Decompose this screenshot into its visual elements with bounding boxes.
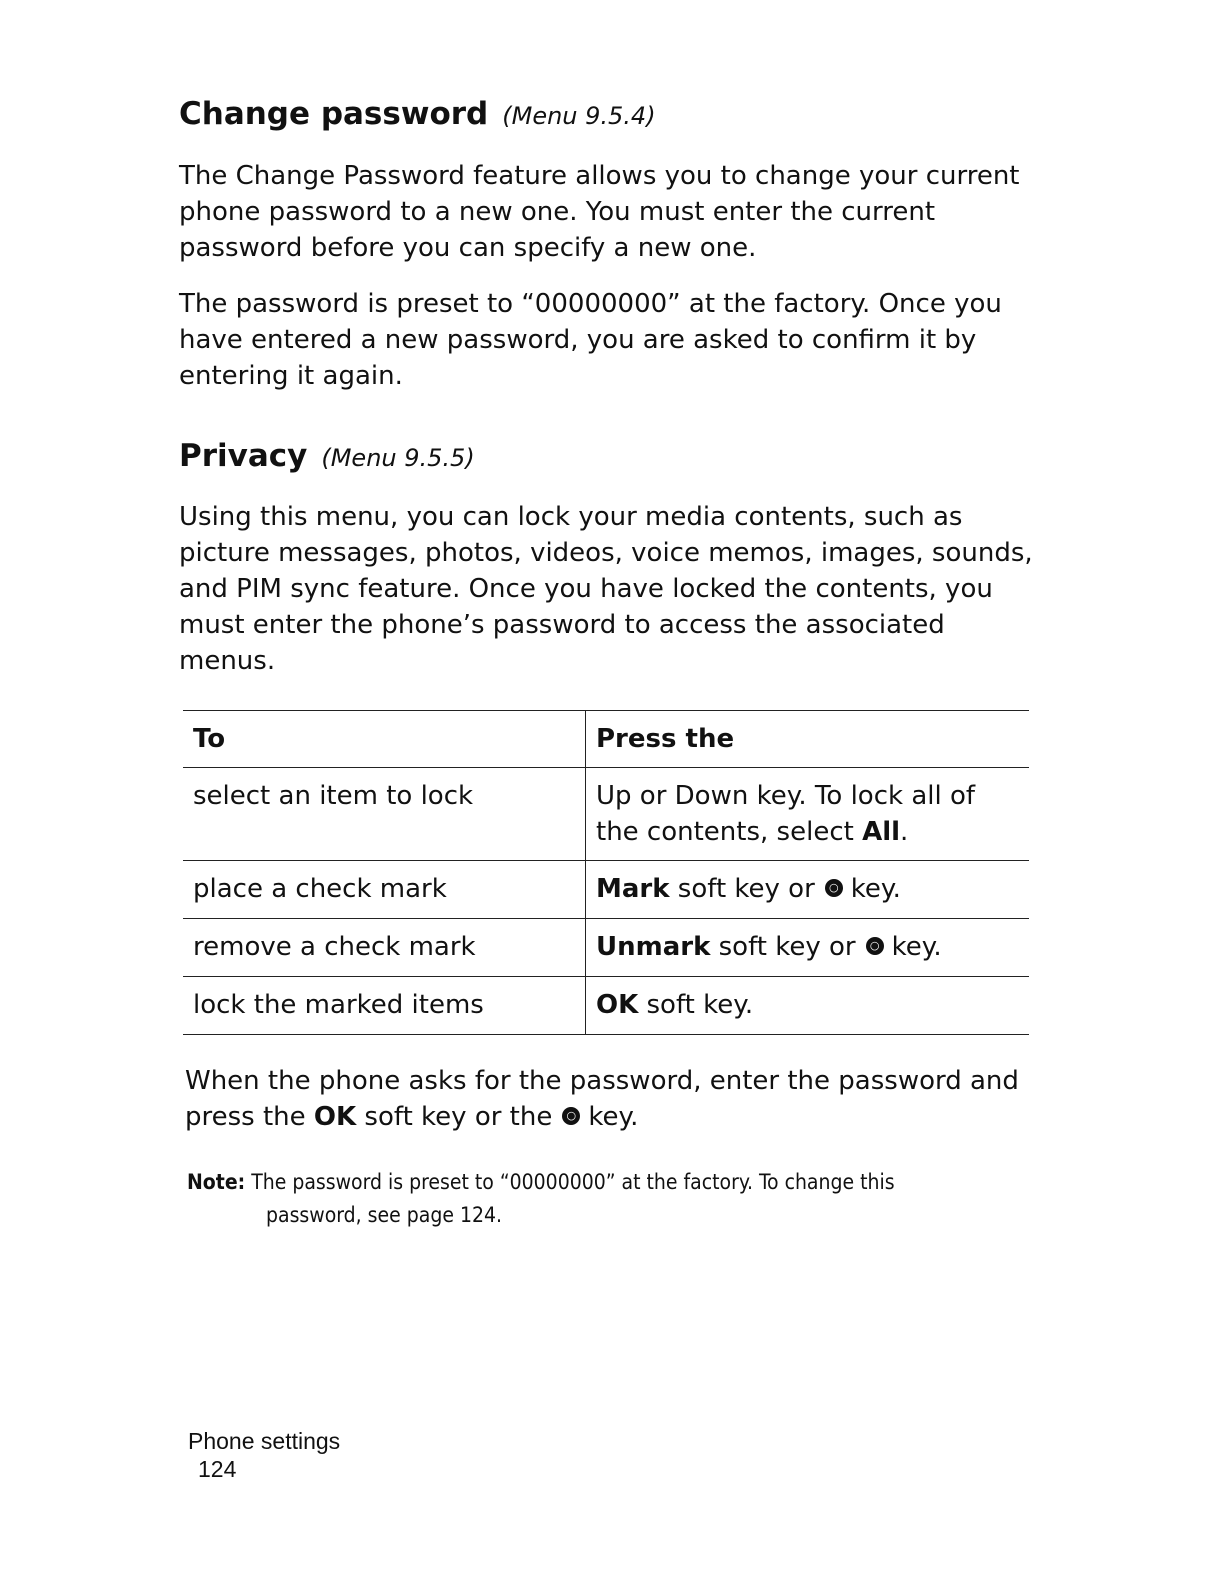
privacy-description: Using this menu, you can lock your media contents, such as picture messages, photos, videos, voice memos, images, sounds, and PIM sync feature. Once you have locked the contents, you must enter the phone’s password to access the associated menus. <box>179 502 1033 676</box>
press-bold: All <box>862 817 901 847</box>
table-cell-to: lock the marked items <box>183 977 586 1035</box>
change-password-preset-note: The password is preset to “00000000” at the factory. Once you have entered a new password, you are asked to confirm it by entering it again. <box>179 289 1002 391</box>
privacy-heading <box>179 438 475 474</box>
table-cell-press <box>586 768 1030 861</box>
table-header-press: Press the <box>586 711 1030 768</box>
press-suffix: key. <box>850 874 901 904</box>
ok-key-icon: ○ <box>562 1107 580 1125</box>
press-text: soft key. <box>638 990 754 1020</box>
page-footer <box>188 1427 340 1483</box>
press-text: soft key or <box>669 874 815 904</box>
instruction-text-end: key. <box>588 1102 639 1132</box>
change-password-heading <box>179 96 656 132</box>
press-text: Up or Down key. To lock all of the contents, select <box>596 781 976 847</box>
privacy-menu-ref: (Menu 9.5.5) <box>321 444 475 472</box>
page-number: 124 <box>198 1456 237 1482</box>
password-entry-instruction <box>185 1063 1045 1135</box>
press-suffix: key. <box>891 932 942 962</box>
press-bold: OK <box>596 990 639 1020</box>
table-header-row <box>183 711 1029 768</box>
press-bold: Mark <box>596 874 670 904</box>
table-cell-to: select an item to lock <box>183 768 586 861</box>
change-password-description: The Change Password feature allows you to change your current phone password to a new one. You must enter the current password before you can specify a new one. <box>179 161 1020 263</box>
key-table <box>183 710 1029 1035</box>
instruction-bold: OK <box>313 1102 357 1132</box>
press-suffix: . <box>900 817 909 847</box>
table-row <box>183 768 1029 861</box>
table-row <box>183 977 1029 1035</box>
press-text: soft key or <box>710 932 856 962</box>
change-password-title: Change password <box>179 96 489 132</box>
change-password-menu-ref: (Menu 9.5.4) <box>502 102 656 130</box>
privacy-title: Privacy <box>179 438 308 474</box>
note-line-1: The password is preset to “00000000” at the factory. To change this <box>245 1170 895 1194</box>
table-cell-press <box>586 861 1030 919</box>
note-label: Note: <box>187 1170 246 1194</box>
instruction-text-after: soft key or the <box>356 1102 553 1132</box>
ok-key-icon: ○ <box>825 879 843 897</box>
note-line-2: password, see page 124. <box>266 1203 503 1227</box>
table-cell-to: place a check mark <box>183 861 586 919</box>
table-row <box>183 861 1029 919</box>
press-bold: Unmark <box>596 932 711 962</box>
instruction-text: When the phone asks for the password, enter the password and press the <box>185 1066 1019 1132</box>
table-cell-press <box>586 919 1030 977</box>
ok-key-icon: ○ <box>866 937 884 955</box>
footer-section: Phone settings <box>188 1428 341 1454</box>
table-row <box>183 919 1029 977</box>
note-block <box>187 1166 1037 1232</box>
table-cell-press <box>586 977 1030 1035</box>
table-cell-to: remove a check mark <box>183 919 586 977</box>
table-header-to: To <box>183 711 586 768</box>
